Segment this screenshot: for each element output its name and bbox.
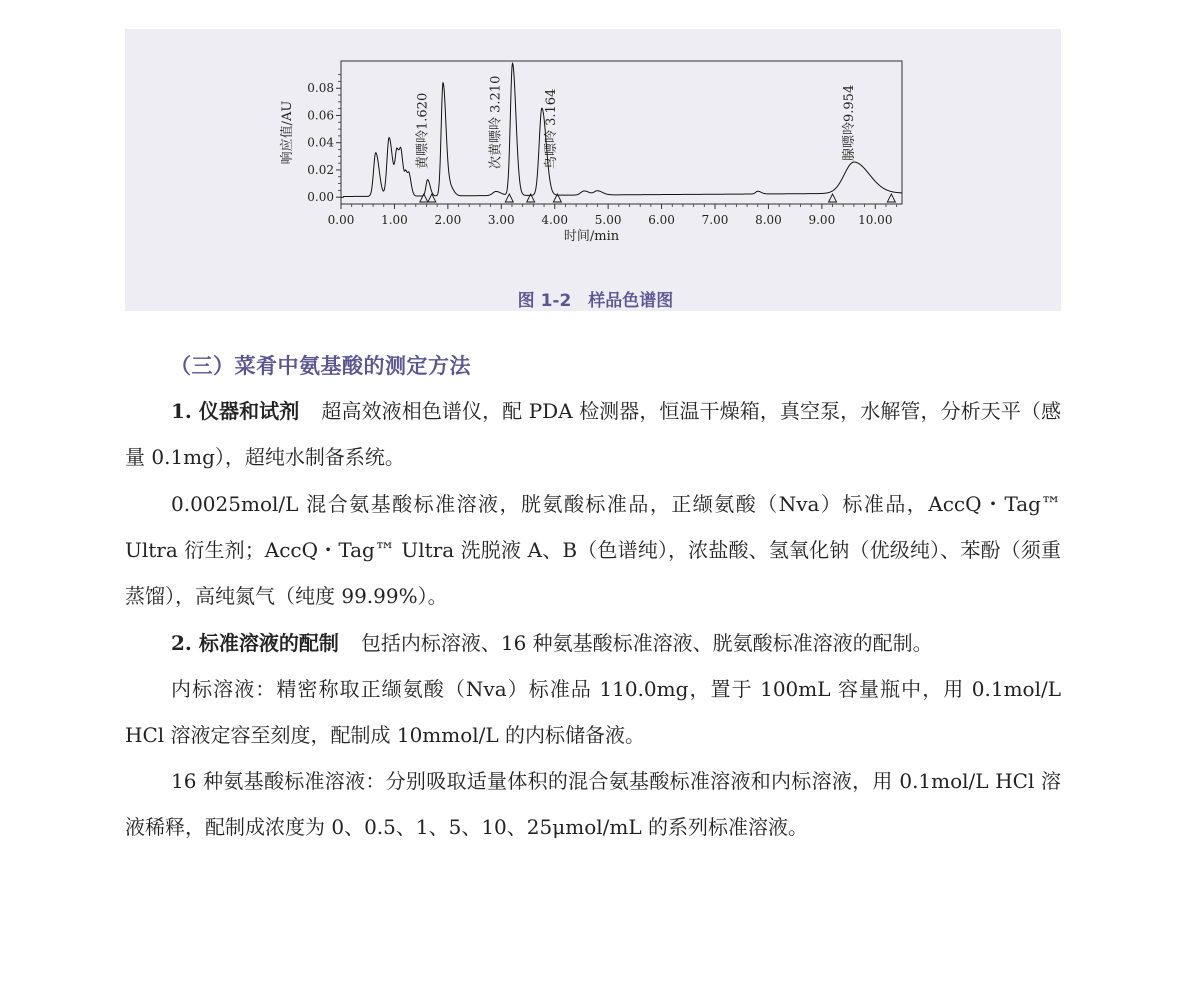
x-tick-label: 2.00 bbox=[434, 213, 462, 227]
paragraph-text-internal-standard: 内标溶液：精密称取正缬氨酸（Nva）标准品 110.0mg，置于 100mL 容量瓶中，用 0.1mol/L HCl 溶液定容至刻度，配制成 10mmol/L 的内标储备液。 bbox=[125, 677, 1061, 747]
paragraph-standards bbox=[125, 620, 1061, 666]
x-tick-label: 5.00 bbox=[594, 213, 622, 227]
paragraph-text-instruments: 超高效液相色谱仪，配 PDA 检测器，恒温干燥箱，真空泵，水解管，分析天平（感量 0.1mg），超纯水制备系统。 bbox=[125, 399, 1061, 469]
paragraph-instruments bbox=[125, 388, 1061, 480]
paragraph-text-standards: 包括内标溶液、16 种氨基酸标准溶液、胱氨酸标准溶液的配制。 bbox=[360, 631, 933, 655]
peak-label: 鸟嘌呤 3.164 bbox=[543, 88, 559, 169]
x-tick-label: 6.00 bbox=[648, 213, 675, 227]
peak-label: 腺嘌呤9.954 bbox=[841, 84, 857, 161]
x-tick-label: 3.00 bbox=[487, 213, 515, 227]
y-tick-label: 0.06 bbox=[307, 108, 334, 123]
paragraph-title-standards: 2. 标准溶液的配制 bbox=[171, 631, 339, 655]
paragraph-text-reagents: 0.0025mol/L 混合氨基酸标准溶液，胱氨酸标准品，正缬氨酸（Nva）标准品，AccQ・Tag™ Ultra 衍生剂；AccQ・Tag™ Ultra 洗脱液 A、B（色谱纯），浓盐酸、氢氧化钠（优级纯）、苯酚（须重蒸馏），高纯氮气（纯度 99.99%）。 bbox=[125, 492, 1061, 608]
x-tick-label: 10.00 bbox=[858, 213, 893, 227]
paragraph-amino-acid-standards bbox=[125, 758, 1061, 850]
x-tick-label: 4.00 bbox=[541, 213, 569, 227]
chromatogram-chart bbox=[125, 29, 1061, 311]
y-tick-label: 0.08 bbox=[307, 81, 334, 96]
y-axis-label: 响应值/AU bbox=[280, 100, 295, 165]
paragraph-title-instruments: 1. 仪器和试剂 bbox=[171, 399, 300, 423]
x-axis-label: 时间/min bbox=[563, 229, 620, 244]
y-tick-label: 0.02 bbox=[307, 162, 334, 177]
paragraph-internal-standard bbox=[125, 666, 1061, 758]
y-tick-label: 0.00 bbox=[307, 190, 334, 205]
x-tick-label: 8.00 bbox=[755, 213, 782, 227]
integration-marker bbox=[505, 194, 513, 202]
integration-marker bbox=[829, 194, 837, 202]
x-tick-label: 0.00 bbox=[327, 213, 355, 227]
section-heading: （三）菜肴中氨基酸的测定方法 bbox=[170, 354, 471, 378]
x-tick-label: 1.00 bbox=[381, 213, 408, 227]
paragraph-reagents bbox=[125, 481, 1061, 619]
y-tick-label: 0.04 bbox=[307, 135, 334, 150]
peak-label: 次黄嘌呤 3.210 bbox=[488, 75, 504, 169]
paragraph-text-amino-acid-standards: 16 种氨基酸标准溶液：分别吸取适量体积的混合氨基酸标准溶液和内标溶液，用 0.1mol/L HCl 溶液稀释，配制成浓度为 0、0.5、1、5、10、25μmol/mL 的系列标准溶液。 bbox=[125, 769, 1061, 839]
figure-caption: 图 1-2 样品色谱图 bbox=[517, 291, 674, 311]
x-tick-label: 7.00 bbox=[701, 213, 729, 227]
integration-marker bbox=[887, 194, 895, 202]
figure-panel bbox=[125, 29, 1061, 311]
peak-label: 黄嘌呤1.620 bbox=[415, 92, 431, 169]
x-tick-label: 9.00 bbox=[808, 213, 836, 227]
